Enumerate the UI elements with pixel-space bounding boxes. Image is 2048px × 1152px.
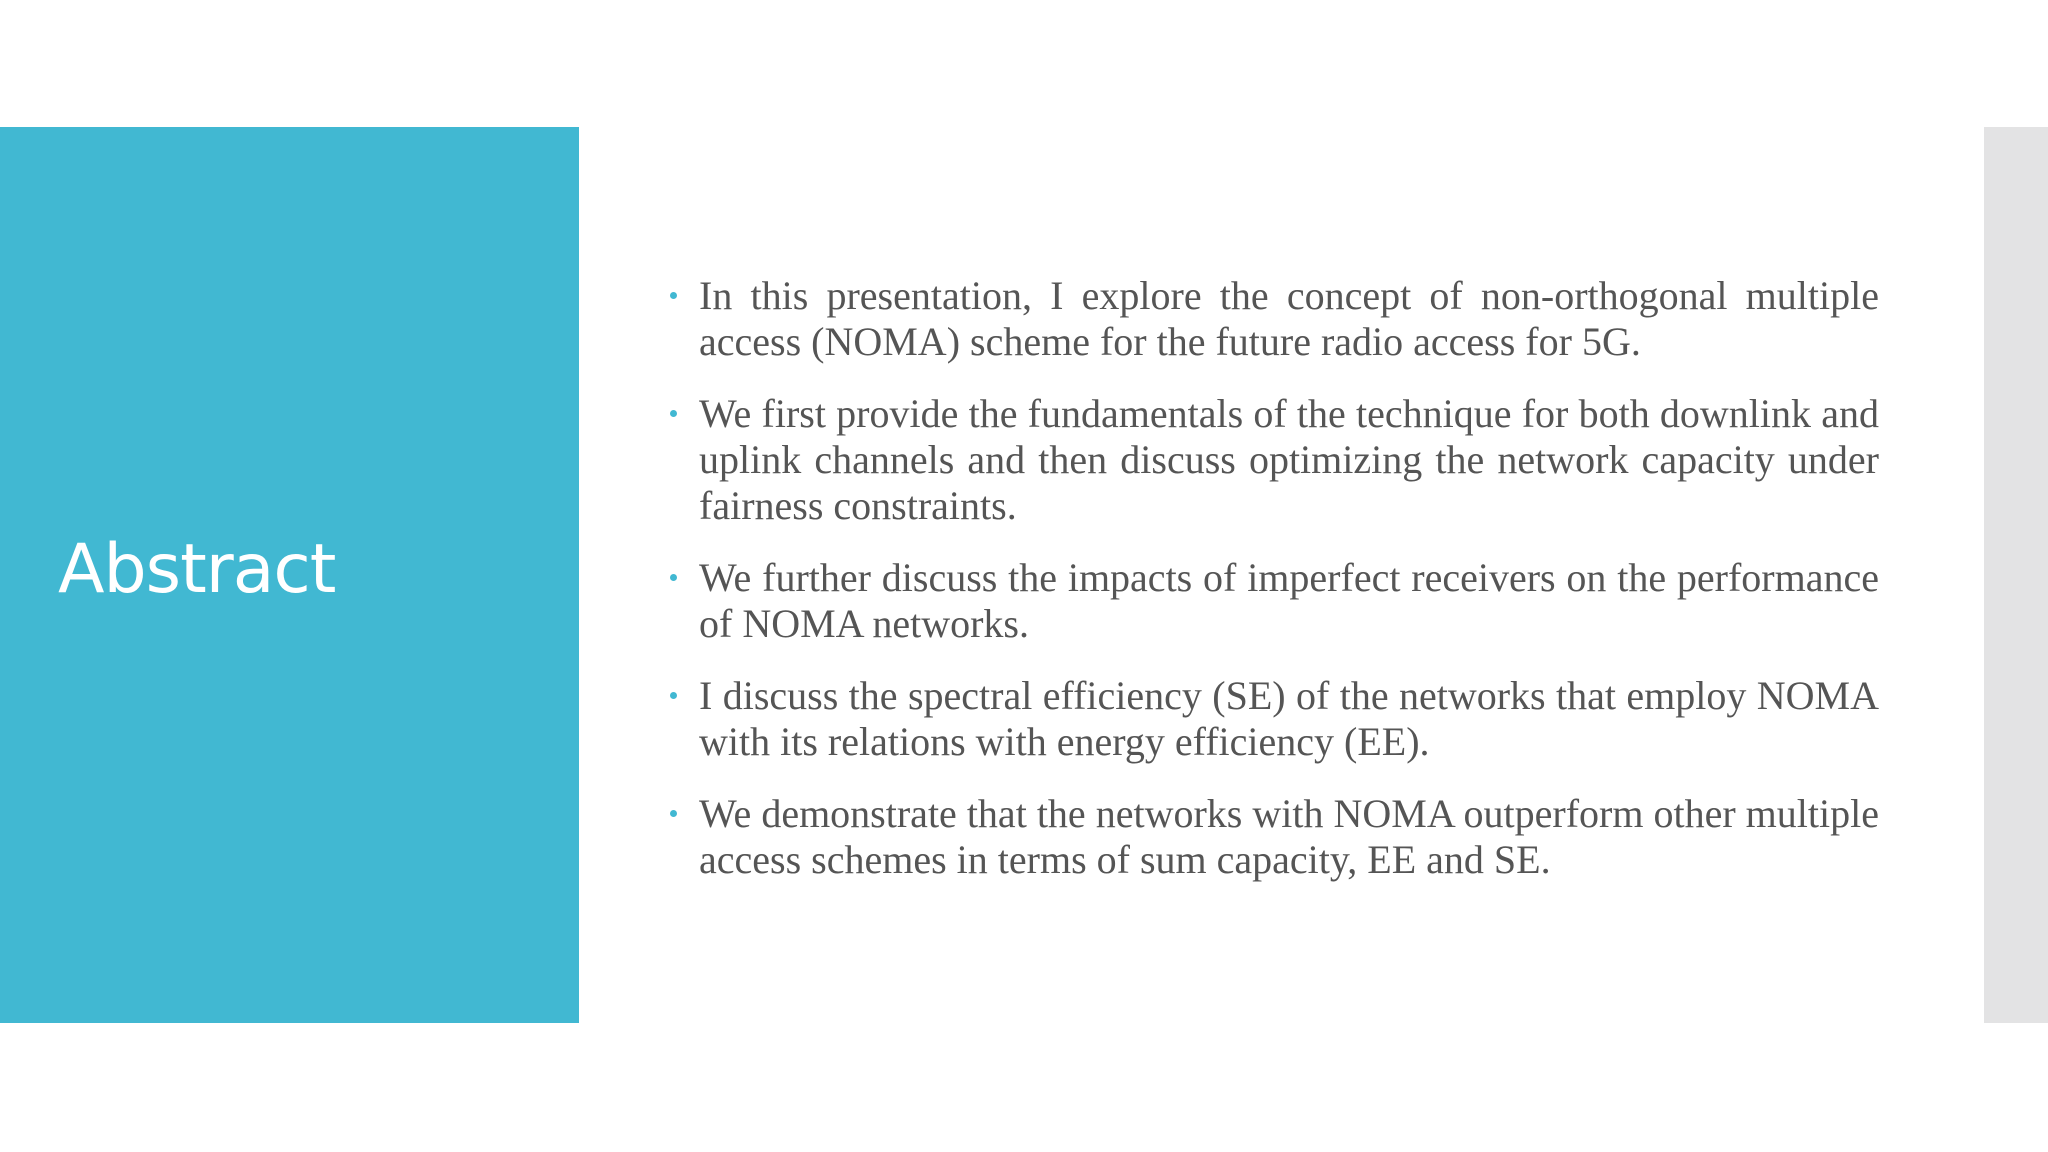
bullet-list (665, 273, 1879, 883)
content-area (665, 273, 1879, 909)
bullet-item (665, 391, 1879, 529)
bullet-text: We demonstrate that the networks with NOMA outperform other multiple access schemes in terms of sum capacity, EE and SE. (699, 791, 1879, 882)
bullet-text: We first provide the fundamentals of the technique for both downlink and uplink channels and then discuss optimizing the network capacity under fairness constraints. (699, 391, 1879, 528)
bullet-dot-icon (670, 574, 677, 581)
bullet-dot-icon (670, 292, 677, 299)
side-strip (1984, 127, 2048, 1023)
slide-title: Abstract (58, 530, 336, 609)
bullet-text: I discuss the spectral efficiency (SE) of the networks that employ NOMA with its relations with energy efficiency (EE). (699, 673, 1879, 764)
bullet-item (665, 555, 1879, 647)
bullet-text: In this presentation, I explore the concept of non-orthogonal multiple access (NOMA) scheme for the future radio access for 5G. (699, 273, 1879, 364)
bullet-text: We further discuss the impacts of imperfect receivers on the performance of NOMA networks. (699, 555, 1879, 646)
bullet-dot-icon (670, 410, 677, 417)
bullet-item (665, 673, 1879, 765)
bullet-dot-icon (670, 692, 677, 699)
bullet-item (665, 273, 1879, 365)
bullet-dot-icon (670, 810, 677, 817)
bullet-item (665, 791, 1879, 883)
